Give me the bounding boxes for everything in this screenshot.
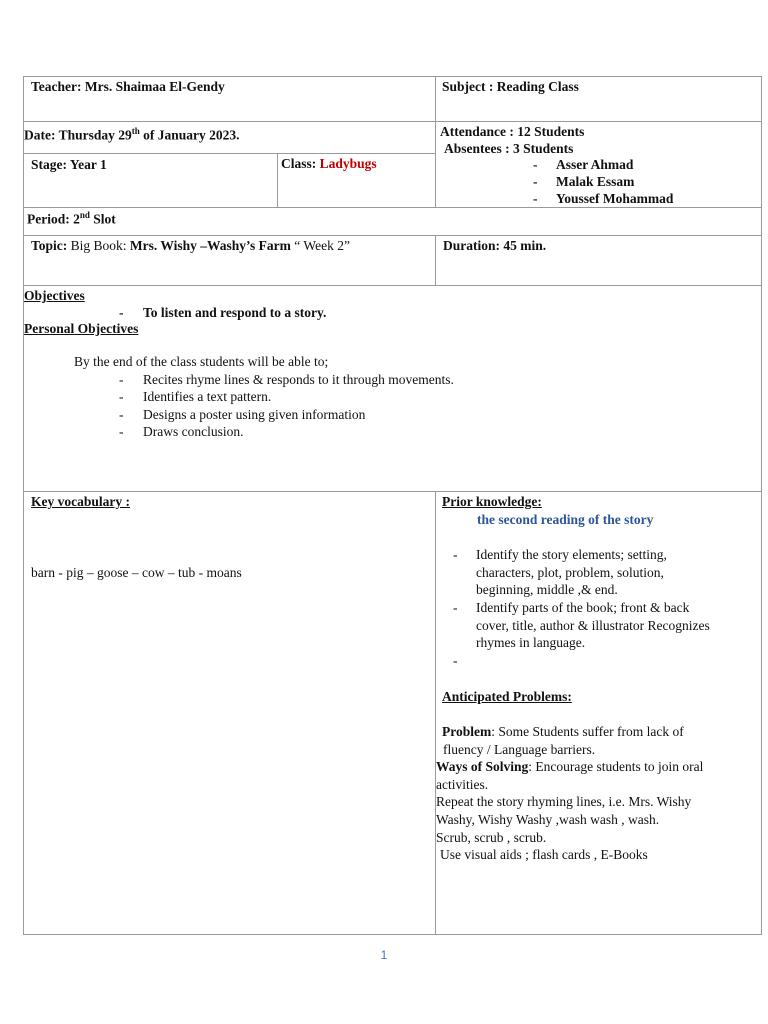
objective-dash-1: -	[119, 372, 124, 387]
prior-item-line: cover, title, author & illustrator Recognizes	[476, 618, 710, 633]
date-suffix: of January 2023.	[139, 127, 240, 143]
class-label	[281, 155, 377, 172]
period-prefix: Period: 2	[27, 211, 80, 227]
class-value: Ladybugs	[319, 156, 377, 171]
vocabulary-words: barn - pig – goose – cow – tub - moans	[31, 565, 242, 580]
objective-dash-3: -	[119, 407, 124, 422]
period-suffix: Slot	[89, 211, 116, 227]
prior-item-line: Identify parts of the book; front & back	[476, 600, 690, 615]
prior-item-line: Identify the story elements; setting,	[476, 547, 667, 562]
period-superscript: nd	[79, 210, 90, 220]
repeat-line-1: Repeat the story rhyming lines, i.e. Mrs. Wishy	[436, 794, 692, 809]
problem-line	[442, 723, 684, 740]
visual-aids-line: Use visual aids ; flash cards , E-Books	[440, 847, 648, 862]
objectives-intro: By the end of the class students will be able to;	[74, 354, 329, 369]
subject-label: Subject : Reading Class	[442, 79, 579, 94]
vocabulary-cell	[23, 491, 436, 935]
anticipated-problems-heading: Anticipated Problems:	[442, 689, 572, 704]
ways-line	[436, 758, 703, 775]
page-number: 1	[380, 948, 388, 962]
topic-prefix: Topic:	[31, 238, 68, 253]
objective-dash-4: -	[119, 424, 124, 439]
vocabulary-heading: Key vocabulary :	[31, 494, 130, 509]
topic-week: “ Week 2”	[290, 238, 350, 253]
prior-knowledge-subheading: the second reading of the story	[477, 512, 654, 527]
main-objective: To listen and respond to a story.	[143, 305, 327, 320]
topic-label	[31, 237, 350, 254]
date-superscript: th	[131, 126, 140, 136]
ways-line-2: activities.	[436, 777, 489, 792]
period-cell	[23, 207, 762, 236]
repeat-line-3: Scrub, scrub , scrub.	[436, 830, 547, 845]
prior-dash-1: -	[453, 547, 458, 562]
absentees-label: Absentees : 3 Students	[444, 141, 574, 156]
personal-objectives-heading: Personal Objectives	[24, 321, 139, 336]
problem-label: Problem	[442, 724, 492, 739]
topic-title: Mrs. Wishy –Washy’s Farm	[129, 238, 291, 253]
objective-item: Recites rhyme lines & responds to it through movements.	[143, 372, 454, 387]
attendance-label: Attendance : 12 Students	[440, 124, 585, 139]
problem-line-2: fluency / Language barriers.	[443, 742, 596, 757]
absentee-dash-1: -	[533, 157, 538, 172]
prior-item-line: rhymes in language.	[476, 635, 586, 650]
objective-item: Draws conclusion.	[143, 424, 244, 439]
absentee-dash-3: -	[533, 191, 538, 206]
objective-item: Designs a poster using given information	[143, 407, 366, 422]
prior-dash-2: -	[453, 600, 458, 615]
objective-item: Identifies a text pattern.	[143, 389, 272, 404]
teacher-label: Teacher: Mrs. Shaimaa El-Gendy	[31, 79, 225, 94]
objectives-cell	[23, 285, 762, 492]
date-label	[24, 123, 240, 144]
prior-dash-3: -	[453, 653, 458, 668]
class-prefix: Class:	[281, 156, 320, 171]
prior-knowledge-heading: Prior knowledge:	[442, 494, 542, 509]
absentee-name: Asser Ahmad	[556, 157, 634, 172]
absentee-dash-2: -	[533, 174, 538, 189]
absentee-name: Malak Essam	[556, 174, 635, 189]
prior-item-line: beginning, middle ,& end.	[476, 582, 618, 597]
problem-text: : Some Students suffer from lack of	[491, 724, 684, 739]
prior-item-line: characters, plot, problem, solution,	[476, 565, 664, 580]
absentee-name: Youssef Mohammad	[556, 191, 674, 206]
ways-text: : Encourage students to join oral	[528, 759, 704, 774]
objectives-heading: Objectives	[24, 288, 85, 303]
repeat-line-2: Washy, Wishy Washy ,wash wash , wash.	[436, 812, 660, 827]
period-label	[27, 207, 116, 228]
objective-dash-2: -	[119, 389, 124, 404]
objective-dash: -	[119, 305, 124, 320]
duration-label: Duration: 45 min.	[443, 238, 547, 253]
date-prefix: Date: Thursday 29	[24, 127, 132, 143]
ways-label: Ways of Solving	[436, 759, 529, 774]
topic-book: Big Book:	[67, 238, 130, 253]
stage-label: Stage: Year 1	[31, 157, 107, 172]
